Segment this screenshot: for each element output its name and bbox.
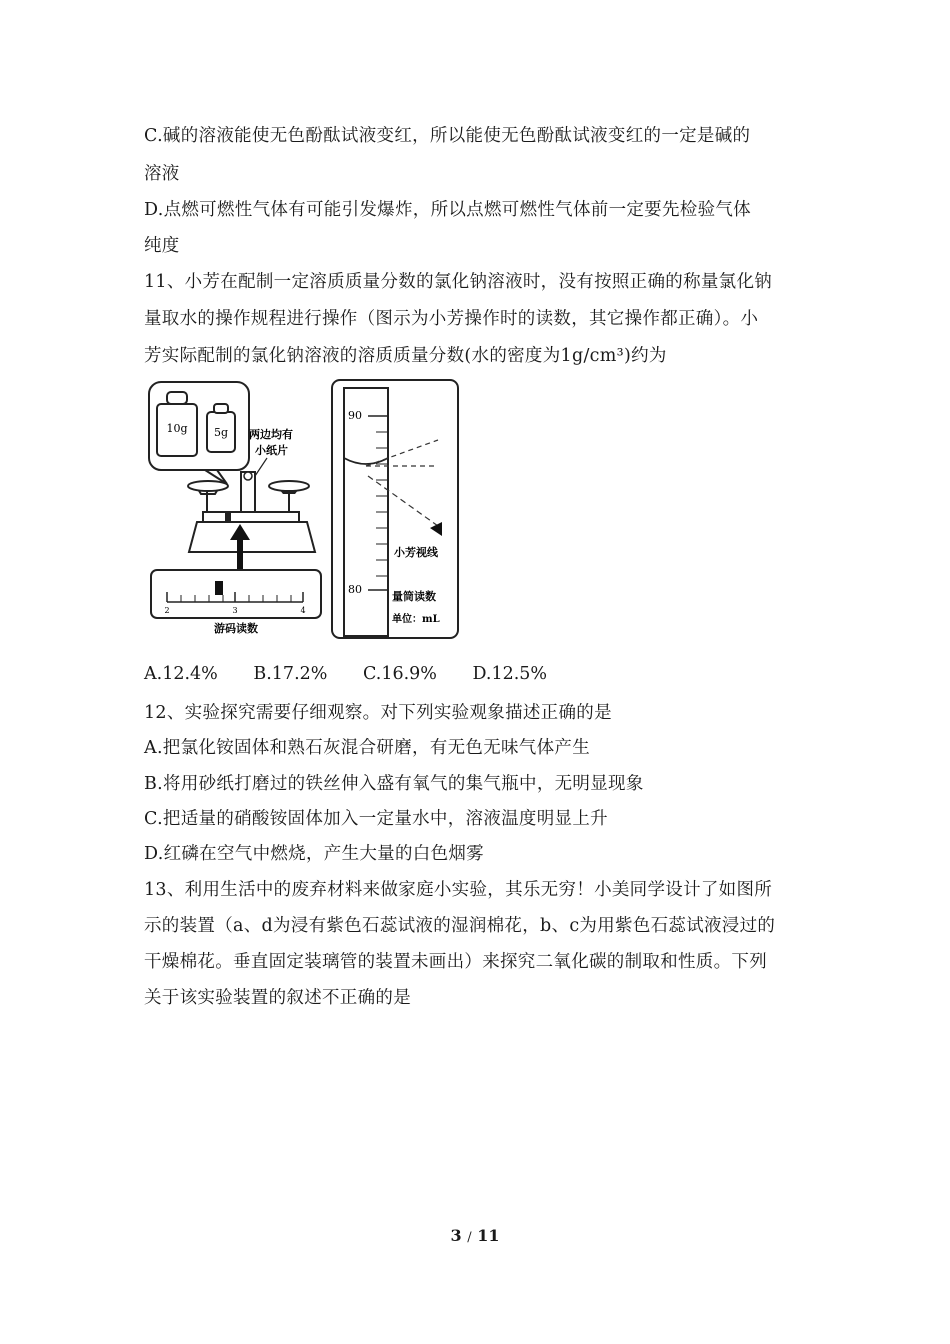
question-13-line-3: 干燥棉花。垂直固定装璃管的装置未画出）来探究二氧化碳的制取和性质。下列 xyxy=(144,952,767,972)
page-separator: / xyxy=(467,1230,472,1245)
question-13-line-1: 13、利用生活中的废弃材料来做家庭小实验，其乐无穷！小美同学设计了如图所 xyxy=(144,880,773,900)
question-12-option-a: A.把氯化铵固体和熟石灰混合研磨，有无色无味气体产生 xyxy=(144,738,590,758)
balance-note-line1: 两边均有 xyxy=(249,428,293,441)
weight-5g-label: 5g xyxy=(213,426,229,439)
page-current: 3 xyxy=(450,1226,462,1245)
option-d: D.12.5% xyxy=(472,664,548,684)
option-a: A.12.4% xyxy=(144,664,218,684)
question-12-option-c: C.把适量的硝酸铵固体加入一定量水中，溶液温度明显上升 xyxy=(144,809,608,829)
weight-10g-label: 10g xyxy=(166,422,188,435)
eye-label: 小芳视线 xyxy=(394,546,438,559)
ruler-tick-2: 2 xyxy=(164,606,170,615)
question-12-option-b: B.将用砂纸打磨过的铁丝伸入盛有氧气的集气瓶中，无明显现象 xyxy=(144,774,644,794)
balance-note-line2: 小纸片 xyxy=(255,444,288,457)
cylinder-mark-90: 90 xyxy=(348,409,362,422)
question-12-stem: 12、实验探究需要仔细观察。对下列实验观象描述正确的是 xyxy=(144,703,612,723)
text-line-c-cont: 溶液 xyxy=(144,164,180,184)
ruler-tick-3: 3 xyxy=(232,606,238,615)
page-number xyxy=(0,1226,950,1245)
question-11-options xyxy=(144,664,577,684)
text-line-c: C.碱的溶液能使无色酚酞试液变红，所以能使无色酚酞试液变红的一定是碱的 xyxy=(144,126,751,146)
question-11-line-2: 量取水的操作规程进行操作（图示为小芳操作时的读数，其它操作都正确）。小 xyxy=(144,309,759,329)
unit-label-line2: 单位：mL xyxy=(392,614,440,625)
question-11-line-1: 11、小芳在配制一定溶质质量分数的氯化钠溶液时，没有按照正确的称量氯化钠 xyxy=(144,272,773,292)
question-13-line-4: 关于该实验装置的叙述不正确的是 xyxy=(144,988,411,1008)
rider-marker xyxy=(215,581,223,595)
cylinder-figure xyxy=(330,378,462,646)
unit-label-line1: 量筒读数 xyxy=(392,590,436,603)
text-line-d: D.点燃可燃性气体有可能引发爆炸，所以点燃可燃性气体前一定要先检验气体 xyxy=(144,200,751,220)
rider-scale-label: 游码读数 xyxy=(214,622,258,635)
option-b: B.17.2% xyxy=(253,664,328,684)
question-11-line-3: 芳实际配制的氯化钠溶液的溶质质量分数(水的密度为1g/cm³)约为 xyxy=(144,346,667,366)
question-13-line-2: 示的装置（a、d为浸有紫色石蕊试液的湿润棉花，b、c为用紫色石蕊试液浸过的 xyxy=(144,916,776,936)
question-12-option-d: D.红磷在空气中燃烧，产生大量的白色烟雾 xyxy=(144,844,484,864)
option-c: C.16.9% xyxy=(362,664,437,684)
cylinder-mark-80: 80 xyxy=(348,583,362,596)
ruler-tick-4: 4 xyxy=(300,606,306,615)
page-total: 11 xyxy=(477,1226,500,1245)
balance-figure xyxy=(147,380,325,646)
text-line-d-cont: 纯度 xyxy=(144,236,180,256)
